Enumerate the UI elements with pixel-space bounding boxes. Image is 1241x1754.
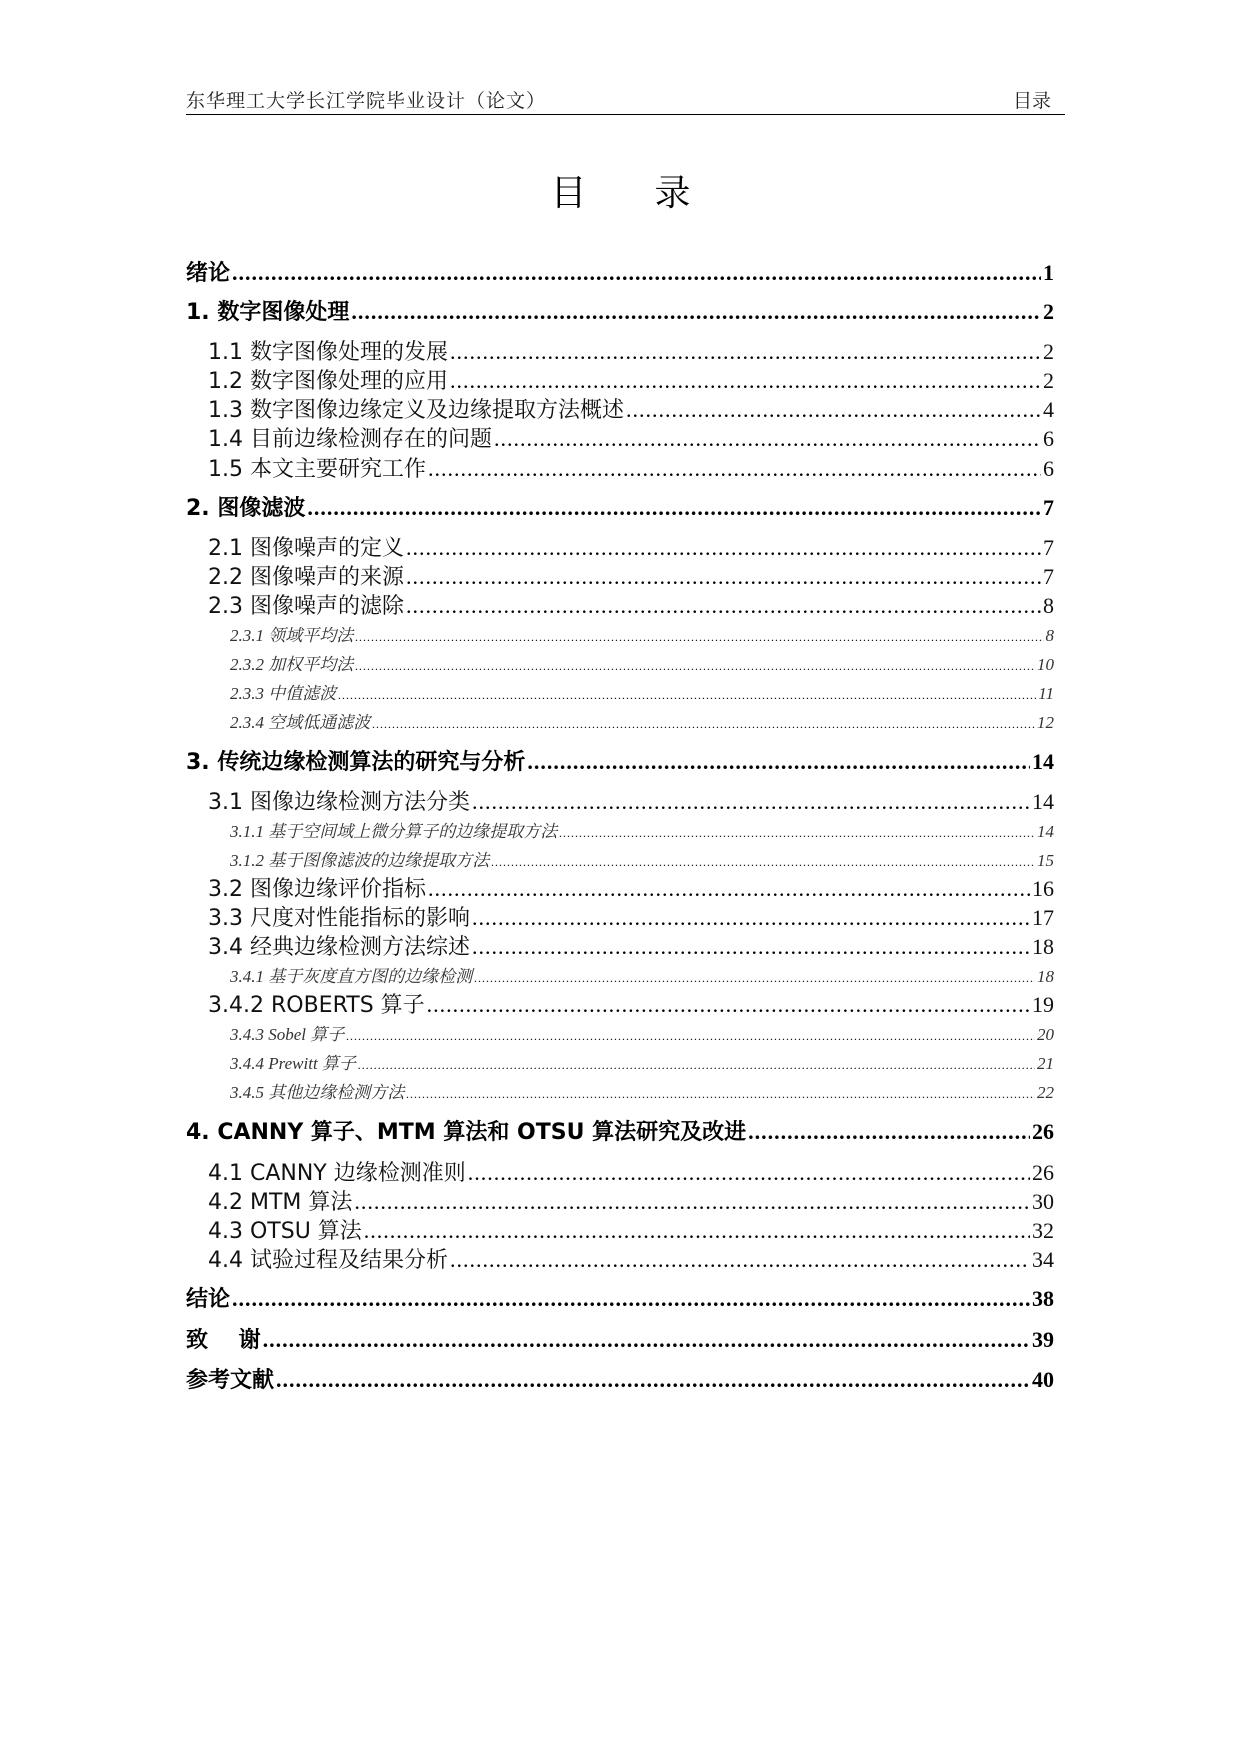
dot-leader bbox=[232, 262, 1041, 284]
dot-leader bbox=[346, 1030, 1035, 1042]
toc-entry-page: 18 bbox=[1032, 934, 1054, 959]
toc-entry[interactable] bbox=[186, 1026, 1054, 1043]
dot-leader bbox=[354, 1191, 1030, 1213]
dot-leader bbox=[406, 566, 1041, 588]
dot-leader bbox=[748, 1121, 1030, 1143]
dot-leader bbox=[276, 1369, 1030, 1391]
toc-entry-page: 4 bbox=[1043, 397, 1054, 422]
dot-leader bbox=[358, 1059, 1035, 1071]
toc-entry-page: 10 bbox=[1037, 655, 1054, 674]
toc-entry-page: 7 bbox=[1043, 564, 1054, 589]
toc-entry-label: 参考文献 bbox=[186, 1368, 275, 1393]
dot-leader bbox=[472, 791, 1030, 813]
dot-leader bbox=[491, 856, 1035, 868]
toc-entry-page: 11 bbox=[1038, 684, 1054, 703]
toc-entry[interactable] bbox=[186, 791, 1054, 814]
toc-entry[interactable] bbox=[186, 1191, 1054, 1214]
toc-entry-label: 3.1 图像边缘检测方法分类 bbox=[208, 790, 470, 815]
toc-entry-page: 40 bbox=[1032, 1367, 1054, 1392]
dot-leader bbox=[406, 595, 1041, 617]
dot-leader bbox=[427, 994, 1030, 1016]
dot-leader bbox=[468, 1162, 1030, 1184]
toc-entry[interactable] bbox=[186, 428, 1054, 451]
toc-entry[interactable] bbox=[186, 1084, 1054, 1101]
toc-entry-page: 6 bbox=[1043, 426, 1054, 451]
toc-entry-page: 20 bbox=[1037, 1025, 1054, 1044]
toc-entry-page: 1 bbox=[1043, 260, 1054, 285]
toc-entry-page: 26 bbox=[1032, 1119, 1054, 1144]
toc-entry-page: 32 bbox=[1032, 1218, 1054, 1243]
toc-entry-page: 21 bbox=[1037, 1054, 1054, 1073]
toc-entry-page: 38 bbox=[1032, 1286, 1054, 1311]
toc-entry-page: 18 bbox=[1037, 967, 1054, 986]
toc-entry-label: 3.4.1 基于灰度直方图的边缘检测 bbox=[230, 967, 473, 986]
toc-entry-label: 3.4 经典边缘检测方法综述 bbox=[208, 935, 470, 960]
toc-entry[interactable] bbox=[186, 566, 1054, 589]
toc-entry-page: 2 bbox=[1043, 299, 1054, 324]
toc-entry-label: 2.3.4 空域低通滤波 bbox=[230, 713, 371, 732]
toc-entry[interactable] bbox=[186, 823, 1054, 840]
toc-entry-page: 14 bbox=[1032, 749, 1054, 774]
page-title: 目录 bbox=[550, 173, 759, 214]
toc-entry-label: 1.5 本文主要研究工作 bbox=[208, 457, 426, 482]
toc-entry-label: 1. 数字图像处理 bbox=[186, 300, 350, 325]
toc-entry-page: 19 bbox=[1032, 992, 1054, 1017]
toc-entry-page: 39 bbox=[1032, 1327, 1054, 1352]
toc-entry-label: 4.3 OTSU 算法 bbox=[208, 1219, 362, 1244]
toc-entry-label: 3.4.4 Prewitt 算子 bbox=[230, 1054, 356, 1073]
dot-leader bbox=[364, 1220, 1030, 1242]
toc-entry[interactable] bbox=[186, 1369, 1054, 1392]
dot-leader bbox=[428, 458, 1041, 480]
dot-leader bbox=[559, 827, 1035, 839]
toc-entry-page: 7 bbox=[1043, 495, 1054, 520]
dot-leader bbox=[232, 1288, 1030, 1310]
toc-entry[interactable] bbox=[186, 968, 1054, 985]
toc-entry-label: 4. CANNY 算子、MTM 算法和 OTSU 算法研究及改进 bbox=[186, 1120, 747, 1145]
dot-leader bbox=[626, 399, 1041, 421]
toc-entry[interactable] bbox=[186, 1288, 1054, 1311]
toc-entry[interactable] bbox=[186, 994, 1054, 1017]
toc-entry[interactable] bbox=[186, 1249, 1054, 1272]
toc-entry[interactable] bbox=[186, 1121, 1054, 1144]
toc-entry[interactable] bbox=[186, 685, 1054, 702]
header-institution: 东华理工大学长江学院毕业设计（论文） bbox=[186, 90, 547, 112]
toc-entry-label: 3. 传统边缘检测算法的研究与分析 bbox=[186, 750, 526, 775]
dot-leader bbox=[372, 718, 1035, 730]
toc-entry[interactable] bbox=[186, 341, 1054, 364]
toc-entry[interactable] bbox=[186, 370, 1054, 393]
toc-entry-label: 1.4 目前边缘检测存在的问题 bbox=[208, 427, 492, 452]
toc-entry[interactable] bbox=[186, 907, 1054, 930]
toc-entry-page: 16 bbox=[1032, 876, 1054, 901]
dot-leader bbox=[355, 631, 1043, 643]
toc-entry-label: 2.3 图像噪声的滤除 bbox=[208, 594, 404, 619]
toc-entry[interactable] bbox=[186, 1329, 1054, 1352]
running-header bbox=[186, 86, 1065, 115]
dot-leader bbox=[338, 689, 1036, 701]
toc-entry[interactable] bbox=[186, 301, 1054, 324]
toc-entry-label: 1.2 数字图像处理的应用 bbox=[208, 369, 448, 394]
toc-entry-label: 致 谢 bbox=[186, 1328, 261, 1353]
toc-entry-label: 2.3.1 领域平均法 bbox=[230, 626, 354, 645]
toc-entry-page: 22 bbox=[1037, 1083, 1054, 1102]
toc-entry[interactable] bbox=[186, 262, 1054, 285]
dot-leader bbox=[472, 907, 1030, 929]
toc-entry[interactable] bbox=[186, 714, 1054, 731]
toc-entry-page: 14 bbox=[1037, 822, 1054, 841]
toc-entry[interactable] bbox=[186, 1162, 1054, 1185]
toc-entry-page: 2 bbox=[1043, 368, 1054, 393]
dot-leader bbox=[351, 301, 1041, 323]
toc-entry[interactable] bbox=[186, 751, 1054, 774]
toc-entry[interactable] bbox=[186, 399, 1054, 422]
dot-leader bbox=[406, 1088, 1035, 1100]
dot-leader bbox=[406, 537, 1041, 559]
toc-entry-page: 14 bbox=[1032, 789, 1054, 814]
toc-entry-label: 3.4.5 其他边缘检测方法 bbox=[230, 1083, 405, 1102]
toc-entry-page: 12 bbox=[1037, 713, 1054, 732]
toc-entry[interactable] bbox=[186, 878, 1054, 901]
dot-leader bbox=[450, 1249, 1030, 1271]
toc-entry-label: 3.3 尺度对性能指标的影响 bbox=[208, 906, 470, 931]
toc-entry-page: 17 bbox=[1032, 905, 1054, 930]
toc-entry-label: 2.2 图像噪声的来源 bbox=[208, 565, 404, 590]
toc-entry-page: 30 bbox=[1032, 1189, 1054, 1214]
toc-entry-label: 3.4.3 Sobel 算子 bbox=[230, 1025, 345, 1044]
toc-entry[interactable] bbox=[186, 458, 1054, 481]
toc-entry[interactable] bbox=[186, 1055, 1054, 1072]
toc-entry-page: 2 bbox=[1043, 339, 1054, 364]
toc-entry[interactable] bbox=[186, 852, 1054, 869]
toc-entry-label: 1.3 数字图像边缘定义及边缘提取方法概述 bbox=[208, 398, 624, 423]
toc-entry[interactable] bbox=[186, 656, 1054, 673]
toc-entry-label: 2.1 图像噪声的定义 bbox=[208, 536, 404, 561]
toc-entry-label: 2. 图像滤波 bbox=[186, 496, 306, 521]
toc-entry-label: 3.4.2 ROBERTS 算子 bbox=[208, 993, 425, 1018]
toc-entry-page: 8 bbox=[1045, 626, 1054, 645]
toc-entry[interactable] bbox=[186, 595, 1054, 618]
toc-entry[interactable] bbox=[186, 936, 1054, 959]
toc-entry-label: 4.1 CANNY 边缘检测准则 bbox=[208, 1161, 466, 1186]
dot-leader bbox=[450, 341, 1041, 363]
toc-entry-label: 3.2 图像边缘评价指标 bbox=[208, 877, 426, 902]
dot-leader bbox=[355, 660, 1035, 672]
toc-entry-page: 34 bbox=[1032, 1247, 1054, 1272]
toc-entry-page: 15 bbox=[1037, 851, 1054, 870]
toc-entry[interactable] bbox=[186, 537, 1054, 560]
toc-entry-page: 26 bbox=[1032, 1160, 1054, 1185]
toc-entry-label: 1.1 数字图像处理的发展 bbox=[208, 340, 448, 365]
toc-entry-page: 7 bbox=[1043, 535, 1054, 560]
toc-entry-label: 2.3.2 加权平均法 bbox=[230, 655, 354, 674]
dot-leader bbox=[527, 751, 1030, 773]
header-section: 目录 bbox=[1012, 90, 1051, 112]
dot-leader bbox=[450, 370, 1041, 392]
dot-leader bbox=[472, 936, 1030, 958]
toc-entry-label: 绪论 bbox=[186, 261, 231, 286]
dot-leader bbox=[494, 428, 1041, 450]
dot-leader bbox=[263, 1329, 1030, 1351]
toc-entry[interactable] bbox=[186, 627, 1054, 644]
toc-entry-label: 结论 bbox=[186, 1287, 231, 1312]
dot-leader bbox=[307, 497, 1041, 519]
toc-entry[interactable] bbox=[186, 497, 1054, 520]
toc-entry-label: 4.2 MTM 算法 bbox=[208, 1190, 353, 1215]
toc-entry-label: 4.4 试验过程及结果分析 bbox=[208, 1248, 448, 1273]
dot-leader bbox=[428, 878, 1030, 900]
toc-entry-label: 3.1.2 基于图像滤波的边缘提取方法 bbox=[230, 851, 490, 870]
toc-entry-page: 6 bbox=[1043, 456, 1054, 481]
toc-entry[interactable] bbox=[186, 1220, 1054, 1243]
toc-entry-label: 2.3.3 中值滤波 bbox=[230, 684, 337, 703]
toc-entry-page: 8 bbox=[1043, 593, 1054, 618]
dot-leader bbox=[474, 972, 1035, 984]
toc-entry-label: 3.1.1 基于空间域上微分算子的边缘提取方法 bbox=[230, 822, 558, 841]
